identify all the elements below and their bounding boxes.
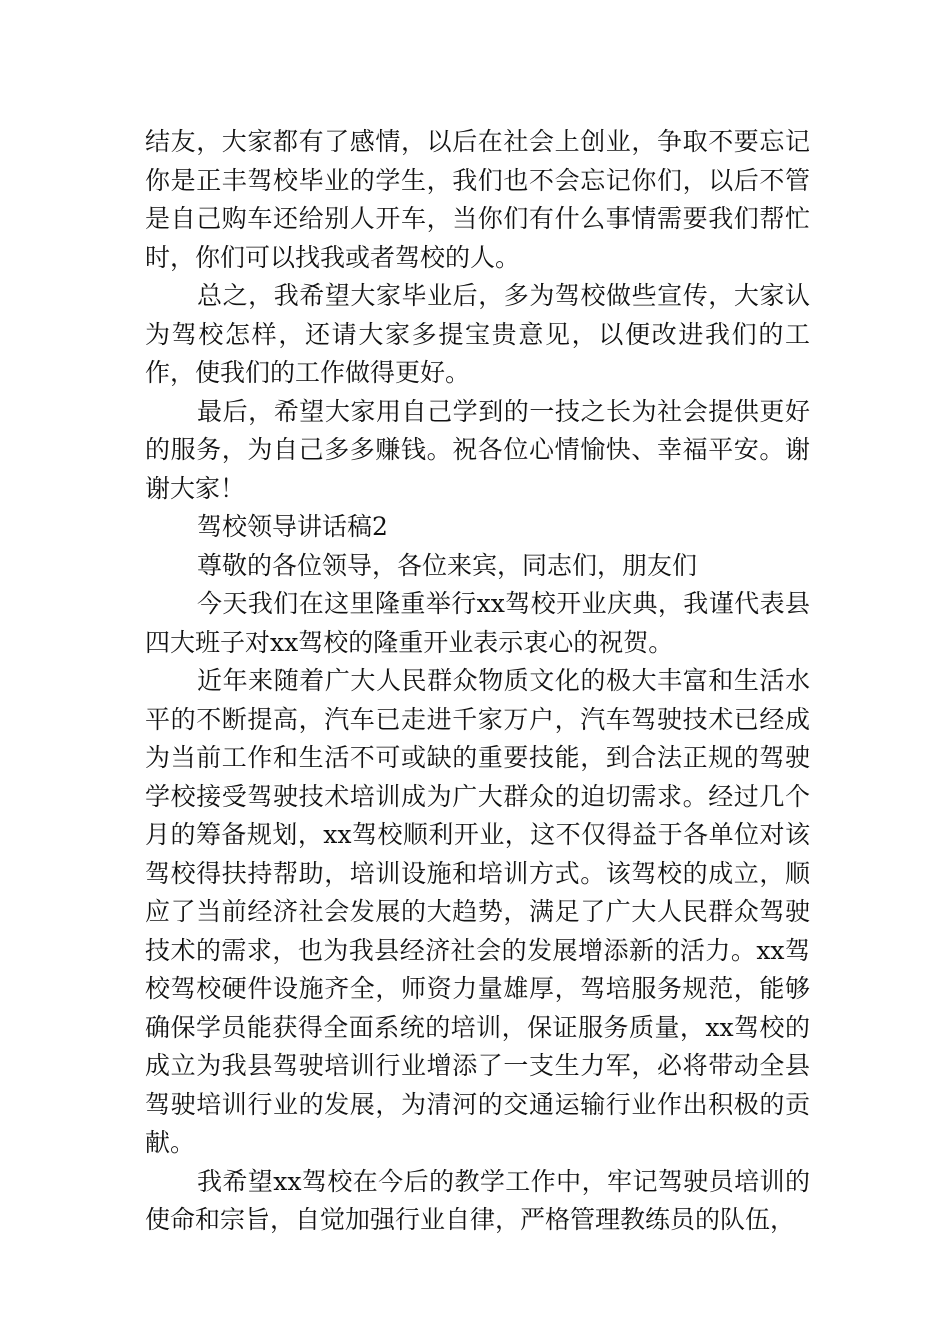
paragraph-opening: 今天我们在这里隆重举行xx驾校开业庆典，我谨代表县四大班子对xx驾校的隆重开业表示衷心的祝贺。: [145, 589, 810, 657]
paragraph-background: 近年来随着广大人民群众物质文化的极大丰富和生活水平的不断提高，汽车已走进千家万户，汽车驾驶技术已经成为当前工作和生活不可或缺的重要技能，到合法正规的驾驶学校接受驾驶技术培训成为广大群众的迫切需求。经过几个月的筹备规划，xx驾校顺利开业，这不仅得益于各单位对该驾校得扶持帮助，培训设施和培训方式。该驾校的成立，顺应了当前经济社会发展的大趋势，满足了广大人民群众驾驶技术的需求，也为我县经济社会的发展增添新的活力。xx驾校驾校硬件设施齐全，师资力量雄厚，驾培服务规范，能够确保学员能获得全面系统的培训，保证服务质量，xx驾校的成立为我县驾驶培训行业增添了一支生力军，必将带动全县驾驶培训行业的发展，为清河的交通运输行业作出积极的贡献。: [145, 666, 810, 1157]
document-body: [145, 123, 810, 1240]
paragraph-continued: 结友，大家都有了感情，以后在社会上创业，争取不要忘记你是正丰驾校毕业的学生，我们也不会忘记你们，以后不管是自己购车还给别人开车，当你们有什么事情需要我们帮忙时，你们可以找我或者驾校的人。: [145, 127, 810, 272]
paragraph-summary: 总之，我希望大家毕业后，多为驾校做些宣传，大家认为驾校怎样，还请大家多提宝贵意见，以便改进我们的工作，使我们的工作做得更好。: [145, 281, 810, 387]
section-heading: 驾校领导讲话稿2: [197, 512, 388, 541]
paragraph-closing: 最后，希望大家用自己学到的一技之长为社会提供更好的服务，为自己多多赚钱。祝各位心情愉快、幸福平安。谢谢大家！: [145, 396, 810, 503]
salutation: 尊敬的各位领导，各位来宾，同志们，朋友们: [197, 550, 698, 580]
paragraph-hope: 我希望xx驾校在今后的教学工作中，牢记驾驶员培训的使命和宗旨，自觉加强行业自律，严格管理教练员的队伍，: [145, 1166, 810, 1234]
